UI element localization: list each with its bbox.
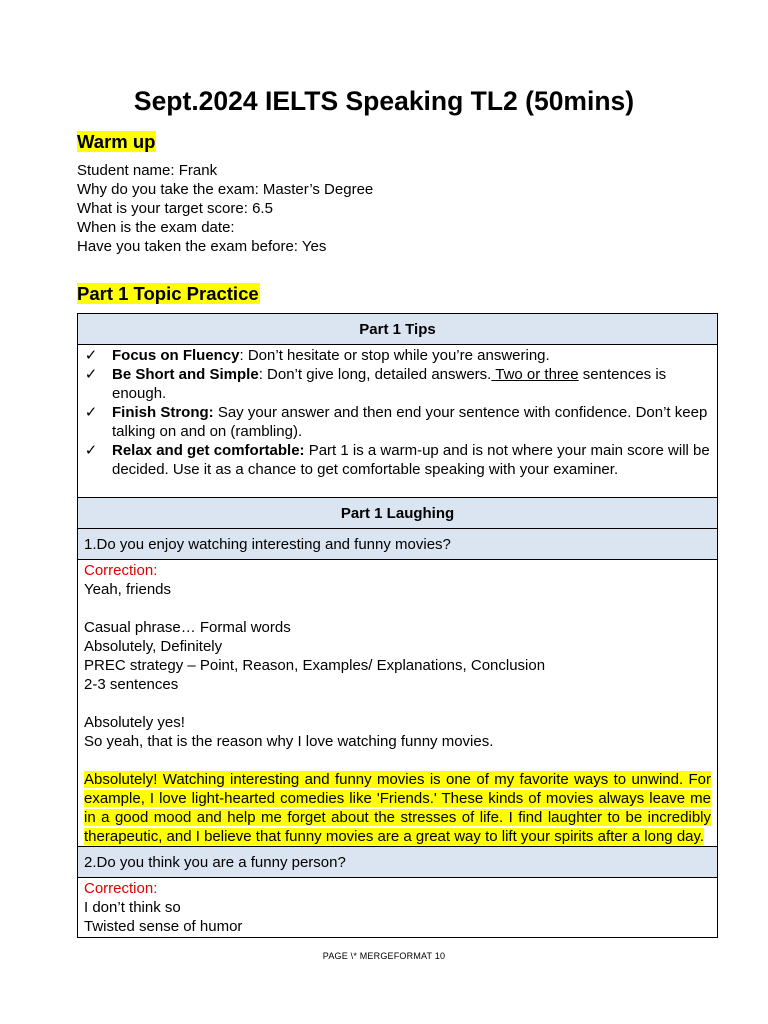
- question-2: 2.Do you think you are a funny person?: [78, 847, 718, 878]
- tip-title: Finish Strong:: [112, 404, 214, 421]
- blank-line: [84, 751, 711, 770]
- practice-table: [77, 313, 718, 938]
- answer-line: Absolutely, Definitely: [84, 638, 223, 655]
- warmup-details: [77, 161, 373, 256]
- checkmark-icon: ✓: [84, 404, 98, 421]
- tip-text-end: sentences is enough.: [112, 366, 667, 402]
- answer-2-cell: [78, 878, 718, 938]
- tip-item: [84, 346, 711, 365]
- tip-text: : Don’t hesitate or stop while you’re answering.: [239, 347, 550, 364]
- taken-before-line: Have you taken the exam before: Yes: [77, 238, 327, 255]
- exam-date-line: When is the exam date:: [77, 219, 235, 236]
- tip-text: Part 1 is a warm-up and is not where your main score will be decided. Use it as a chance to get comfortable speaking with your examiner.: [112, 442, 710, 478]
- tips-cell: [78, 345, 718, 498]
- answer-line: Twisted sense of humor: [84, 918, 243, 935]
- tip-title: Be Short and Simple: [112, 366, 259, 383]
- tip-underlined-text: Two or three: [491, 366, 579, 383]
- topic-header: Part 1 Laughing: [78, 498, 718, 529]
- answer-line: Casual phrase… Formal words: [84, 619, 291, 636]
- answer-line: Yeah, friends: [84, 581, 172, 598]
- checkmark-icon: ✓: [84, 347, 98, 364]
- answer-line: I don’t think so: [84, 899, 181, 916]
- page-footer: PAGE \* MERGEFORMAT 10: [322, 951, 446, 961]
- part1-heading: [77, 283, 260, 305]
- tip-text: : Don’t give long, detailed answers.: [258, 366, 492, 383]
- answer-1-cell: [78, 560, 718, 847]
- highlighted-answer: Absolutely! Watching interesting and funny movies is one of my favorite ways to unwind. For example, I love light-hearted comedies like 'Friends.' These kinds of movies always leave me in a good mood and help me forget about the stresses of life. I find laughter to be incredibly therapeutic, and I believe that funny movies are a great way to lift your spirits after a long day.: [84, 771, 711, 845]
- tip-item: [84, 403, 711, 441]
- checkmark-icon: ✓: [84, 366, 98, 383]
- warmup-heading-text: Warm up: [77, 131, 156, 152]
- tips-header: Part 1 Tips: [78, 314, 718, 345]
- tip-item: [84, 365, 711, 403]
- answer-line: 2-3 sentences: [84, 676, 179, 693]
- tip-item: [84, 441, 711, 479]
- page-title: Sept.2024 IELTS Speaking TL2 (50mins): [133, 86, 635, 116]
- exam-reason-line: Why do you take the exam: Master’s Degree: [77, 181, 374, 198]
- tip-title: Focus on Fluency: [112, 347, 240, 364]
- blank-line: [84, 694, 711, 713]
- answer-line: Absolutely yes!: [84, 714, 185, 731]
- blank-line: [84, 599, 711, 618]
- correction-label: Correction:: [84, 880, 158, 897]
- model-answer: [84, 770, 711, 846]
- student-name-line: Student name: Frank: [77, 162, 218, 179]
- tip-text: Say your answer and then end your sentence with confidence. Don’t keep talking on and on (rambling).: [112, 404, 708, 440]
- checkmark-icon: ✓: [84, 442, 98, 459]
- correction-label: Correction:: [84, 562, 158, 579]
- answer-line: PREC strategy – Point, Reason, Examples/ Explanations, Conclusion: [84, 657, 546, 674]
- part1-heading-text: Part 1 Topic Practice: [77, 283, 259, 304]
- target-score-line: What is your target score: 6.5: [77, 200, 273, 217]
- tip-title: Relax and get comfortable:: [112, 442, 305, 459]
- question-1: 1.Do you enjoy watching interesting and funny movies?: [78, 529, 718, 560]
- answer-line: So yeah, that is the reason why I love watching funny movies.: [84, 733, 494, 750]
- warmup-heading: [77, 131, 156, 153]
